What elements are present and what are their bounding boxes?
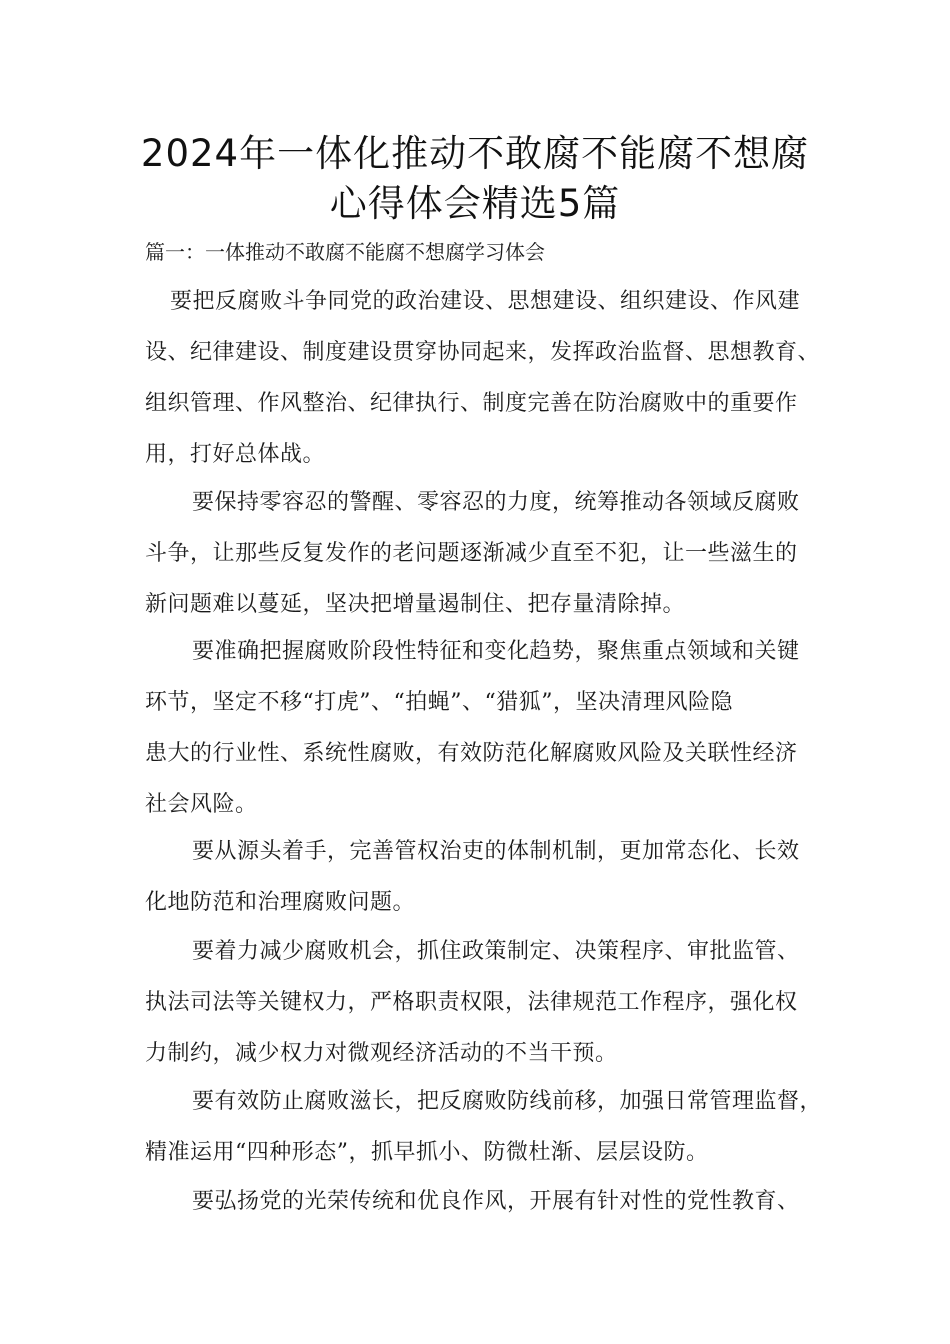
paragraph-line: 精准运用“四种形态”，抓早抓小、防微杜渐、层层设防。 (145, 1140, 709, 1165)
paragraph-line: 要准确把握腐败阶段性特征和变化趋势，聚焦重点领域和关键 (192, 639, 800, 664)
paragraph-4 (145, 826, 835, 928)
paragraph-3 (145, 626, 835, 830)
paragraph-line: 化地防范和治理腐败问题。 (145, 890, 416, 915)
paragraph-line: 斗争，让那些反复发作的老问题逐渐减少直至不犯，让一些滋生的 (145, 541, 798, 566)
paragraph-line: 新问题难以蔓延，坚决把增量遏制住、把存量清除掉。 (145, 592, 686, 617)
paragraph-line: 要保持零容忍的警醒、零容忍的力度，统筹推动各领域反腐败 (192, 490, 800, 515)
paragraph-5 (145, 926, 835, 1079)
paragraph-line: 社会风险。 (145, 792, 258, 817)
paragraph-line: 力制约，减少权力对微观经济活动的不当干预。 (145, 1041, 618, 1066)
paragraph-line: 要着力减少腐败机会，抓住政策制定、决策程序、审批监管、 (192, 939, 800, 964)
section-heading: 篇一：一体推动不敢腐不能腐不想腐学习体会 (145, 240, 545, 264)
paragraph-1 (145, 276, 835, 480)
paragraph-line: 执法司法等关键权力，严格职责权限，法律规范工作程序，强化权 (145, 990, 798, 1015)
document-title-line-1: 2024年一体化推动不敢腐不能腐不想腐 (140, 132, 810, 175)
paragraph-line: 用，打好总体战。 (145, 442, 326, 467)
paragraph-line: 环节，坚定不移“打虎”、“拍蝇”、“猎狐”，坚决清理风险隐 (145, 690, 733, 715)
paragraph-line: 组织管理、作风整治、纪律执行、制度完善在防治腐败中的重要作 (145, 391, 798, 416)
paragraph-line: 要弘扬党的光荣传统和优良作风，开展有针对性的党性教育、 (192, 1189, 800, 1214)
paragraph-line: 要从源头着手，完善管权治吏的体制机制，更加常态化、长效 (192, 839, 800, 864)
paragraph-line: 要把反腐败斗争同党的政治建设、思想建设、组织建设、作风建 (170, 289, 801, 314)
document-title-line-2: 心得体会精选5篇 (329, 182, 621, 225)
paragraph-7 (145, 1176, 835, 1227)
paragraph-line: 要有效防止腐败滋长，把反腐败防线前移，加强日常管理监督， (192, 1089, 823, 1114)
paragraph-6 (145, 1076, 835, 1178)
paragraph-line: 设、纪律建设、制度建设贯穿协同起来，发挥政治监督、思想教育、 (145, 340, 821, 365)
paragraph-line: 患大的行业性、系统性腐败，有效防范化解腐败风险及关联性经济 (145, 741, 798, 766)
paragraph-2 (145, 477, 835, 630)
